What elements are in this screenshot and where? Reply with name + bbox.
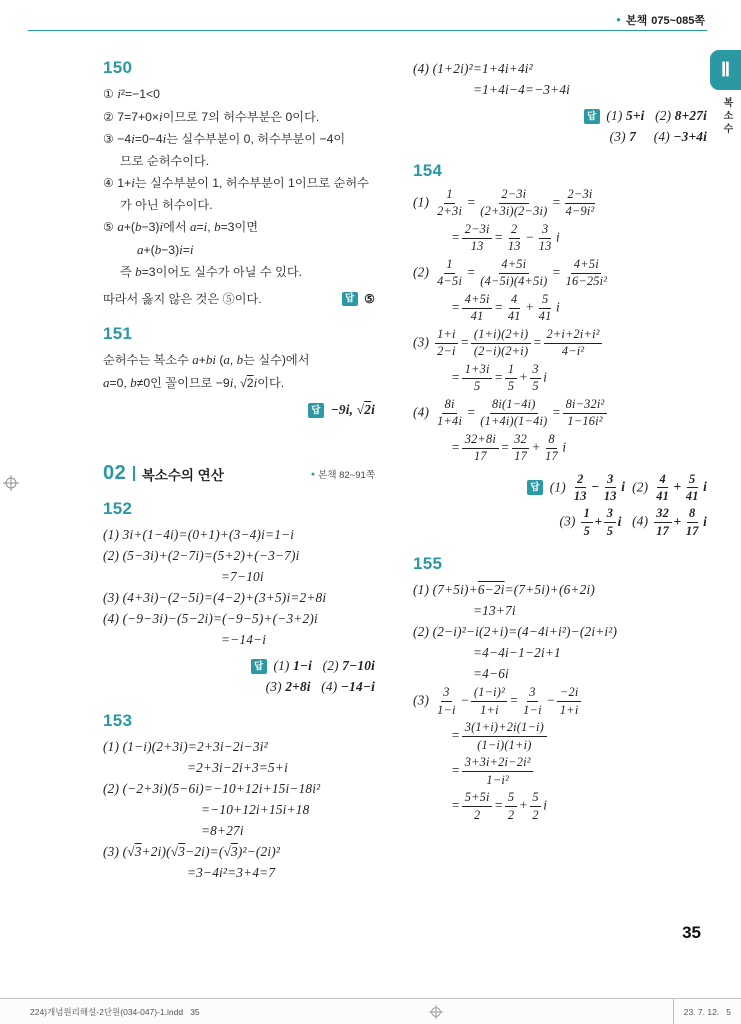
fraction-denominator: 41 bbox=[685, 488, 699, 503]
registration-mark-icon bbox=[429, 1005, 443, 1019]
fraction-denominator: (1−i)(1+i) bbox=[477, 737, 532, 752]
section-ref-label: 본책 82~91쪽 bbox=[318, 469, 375, 481]
bold-answer-text: 1−i bbox=[293, 658, 313, 673]
answer-badge: 답 bbox=[584, 109, 600, 124]
fraction bbox=[530, 362, 541, 395]
radical-sign-icon: √ bbox=[240, 375, 247, 390]
solution-line: = $\frac{1+3i}{5}$ = $\frac{1}{5}$ + $\frac{3}{5}$ i bbox=[451, 361, 548, 394]
problem-155 bbox=[413, 554, 707, 824]
fraction bbox=[604, 506, 615, 539]
bold-answer-text: −3+4i bbox=[673, 129, 707, 144]
radicand: 2 bbox=[364, 402, 372, 417]
fraction-denominator: 1−i bbox=[523, 702, 542, 717]
fraction bbox=[462, 222, 492, 255]
fraction-numerator: 3 bbox=[604, 506, 615, 523]
fraction-denominator: 2−i bbox=[437, 344, 456, 359]
fraction-numerator: 8 bbox=[546, 432, 557, 449]
fraction-numerator: 4+5i bbox=[499, 257, 529, 274]
sqrt-radical bbox=[224, 844, 238, 859]
fraction-numerator: 5 bbox=[505, 790, 516, 807]
solution-line: = $\frac{4+5i}{41}$ = $\frac{4}{41}$ + $\frac{5}{41}$ i bbox=[451, 291, 560, 324]
solution-line: (3) 2+8i (4) −14−i bbox=[265, 679, 375, 694]
problem-number: 153 bbox=[103, 711, 133, 730]
fraction-denominator: 41 bbox=[470, 309, 484, 324]
solution-line: = $\frac{32+8i}{17}$ = $\frac{32}{17}$ + $\frac{8}{17}$ i bbox=[451, 431, 567, 464]
fraction bbox=[505, 790, 516, 823]
solution-line bbox=[103, 289, 375, 311]
math-variable: b bbox=[135, 219, 142, 234]
math-variable: b bbox=[135, 264, 142, 279]
fraction-numerator: 3(1+i)+2i(1−i) bbox=[462, 720, 546, 737]
fraction bbox=[435, 397, 465, 430]
fraction-denominator: 16−25i² bbox=[565, 274, 608, 289]
chapter-tab bbox=[710, 50, 741, 90]
radicand: 2 bbox=[246, 375, 254, 390]
fraction-denominator: 1+4i bbox=[437, 414, 463, 429]
fraction-numerator: 2−3i bbox=[499, 187, 529, 204]
book-reference-header bbox=[616, 12, 705, 28]
fraction bbox=[478, 397, 550, 430]
solution-line: a+(b−3)i=i bbox=[137, 241, 194, 257]
fraction-numerator: 8i bbox=[442, 397, 457, 414]
math-variable: i bbox=[162, 131, 167, 146]
bold-answer-text: 5+i bbox=[626, 108, 645, 123]
fraction bbox=[581, 506, 592, 539]
solution-line: =2+3i−2i+3=5+i bbox=[187, 760, 288, 775]
solution-line: 답 (1) $\frac{2}{13}$ − $\frac{3}{13}$ i (2) $\frac{4}{41}$ + $\frac{5}{41}$ i bbox=[413, 471, 707, 506]
fraction bbox=[478, 257, 550, 290]
fraction-denominator: 41 bbox=[656, 488, 670, 503]
fraction-numerator: 1 bbox=[581, 506, 592, 523]
line-left-text: 따라서 옳지 않은 것은 ⑤이다. bbox=[103, 291, 262, 306]
fraction-denominator: 41 bbox=[538, 309, 552, 324]
fraction bbox=[544, 327, 602, 360]
math-variable: i bbox=[131, 175, 135, 190]
solution-line: (3) (√3+2i)(√3−2i)=(√3)²−(2i)² bbox=[103, 844, 281, 859]
fraction bbox=[505, 362, 516, 395]
fraction bbox=[543, 432, 561, 465]
section-number: 02 bbox=[103, 462, 127, 484]
bold-answer-text: $\frac{1}{5}$ + $\frac{3}{5}$ i bbox=[579, 514, 621, 529]
fraction-denominator: 13 bbox=[507, 239, 521, 254]
problem-150 bbox=[103, 58, 375, 310]
solution-line: = $\frac{5+5i}{2}$ = $\frac{5}{2}$ + $\frac{5}{2}$ i bbox=[451, 790, 548, 822]
solution-line: (1) $\frac{1}{2+3i}$ = $\frac{2-3i}{(2+3i)(2-3i)}$ = $\frac{2-3i}{\text{4−9i²}}$ bbox=[413, 186, 707, 221]
math-variable: i bbox=[189, 241, 194, 257]
bold-answer-text: 8+27i bbox=[674, 108, 707, 123]
page-content bbox=[103, 44, 707, 895]
fraction bbox=[654, 506, 672, 539]
fraction bbox=[563, 257, 610, 290]
registration-mark-icon bbox=[3, 475, 19, 491]
line-answer bbox=[342, 289, 376, 311]
solution-line: ② 7=7+0×i이므로 7의 허수부분은 0이다. bbox=[103, 108, 320, 124]
fraction-numerator: 3+3i+2i−2i² bbox=[462, 755, 533, 772]
fraction-denominator: 13 bbox=[538, 239, 552, 254]
fraction-numerator: 5+5i bbox=[462, 790, 492, 807]
solution-line: (3) $\frac{1}{5}$ + $\frac{3}{5}$ i (4) $\frac{32}{17}$ + $\frac{8}{17}$ i bbox=[559, 506, 707, 538]
solution-line: ⑤ a+(b−3)i에서 a=i, b=3이면 bbox=[103, 219, 259, 234]
fraction-denominator: 2+3i bbox=[437, 204, 463, 219]
section-header bbox=[103, 462, 375, 485]
fraction-numerator: 2+i+2i+i² bbox=[544, 327, 602, 344]
bold-answer-text: $\frac{4}{41}$ + $\frac{5}{41}$ i bbox=[652, 479, 707, 494]
fraction-denominator: 5 bbox=[507, 379, 515, 394]
math-variable: a bbox=[190, 219, 197, 234]
section-divider bbox=[133, 466, 135, 481]
math-variable: i bbox=[203, 219, 208, 234]
solution-line: a=0, b≠0인 꼴이므로 −9i, √2i이다. bbox=[103, 374, 285, 390]
fraction bbox=[462, 790, 492, 823]
fraction-numerator: (1−i)² bbox=[471, 685, 507, 702]
solution-line: 가 아닌 허수이다. bbox=[120, 197, 213, 212]
radicand: 3 bbox=[178, 844, 186, 859]
fraction-numerator: 1+3i bbox=[462, 362, 492, 379]
book-label: 본책 bbox=[625, 15, 648, 27]
fraction bbox=[536, 222, 554, 255]
solution-line: (3) $\frac{3}{1-i}$ − $\frac{\text{(1−i)²}}{1+i}$ = $\frac{3}{1-i}$ − $\frac{-2i}{1+i}$ bbox=[413, 684, 707, 719]
math-variable: a bbox=[103, 374, 110, 390]
fraction-numerator: 3 bbox=[539, 222, 550, 239]
fraction-denominator: 17 bbox=[656, 523, 670, 538]
fraction bbox=[683, 472, 701, 505]
solution-line: (1) (7+5i)+6−2i=(7+5i)+(6+2i) bbox=[413, 582, 595, 598]
math-variable: i bbox=[159, 108, 163, 124]
problem-number: 154 bbox=[413, 161, 443, 180]
fraction bbox=[462, 362, 492, 395]
print-footer bbox=[0, 998, 741, 1024]
fraction-denominator: 13 bbox=[603, 488, 617, 503]
bold-answer-text: −9i, √2i bbox=[330, 402, 375, 417]
fraction-numerator: 4+5i bbox=[571, 257, 601, 274]
sqrt-radical bbox=[357, 402, 371, 417]
problem-152 bbox=[103, 499, 375, 697]
radical-sign-icon: √ bbox=[223, 844, 232, 859]
left-column bbox=[103, 44, 375, 895]
fraction bbox=[435, 187, 465, 220]
solution-line: (1) 3i+(1−4i)=(0+1)+(3−4)i=1−i bbox=[103, 527, 295, 542]
fraction-numerator: 2−3i bbox=[462, 222, 492, 239]
fraction bbox=[654, 472, 672, 505]
fraction bbox=[521, 685, 545, 718]
fraction bbox=[471, 685, 507, 718]
math-variable: i bbox=[229, 374, 234, 390]
fraction bbox=[435, 257, 465, 290]
page-number: 35 bbox=[682, 923, 701, 942]
problem-number: 155 bbox=[413, 554, 443, 574]
math-variable: i bbox=[159, 219, 164, 234]
solution-line: = $\frac{\text{3+3i+2i−2i²}}{\text{1−i²}}$ bbox=[413, 754, 707, 789]
fraction-numerator: (1+i)(2+i) bbox=[471, 327, 530, 344]
fraction bbox=[462, 755, 533, 788]
radicand: 3 bbox=[134, 844, 142, 859]
math-variable: a bbox=[137, 241, 144, 257]
bold-answer-text: 2+8i bbox=[285, 679, 311, 694]
fraction-numerator: 1 bbox=[444, 187, 455, 204]
fraction bbox=[563, 397, 607, 430]
fraction-numerator: 8i(1−4i) bbox=[490, 397, 539, 414]
fraction-denominator: 5 bbox=[532, 379, 539, 394]
fraction bbox=[462, 432, 498, 465]
print-date: 23. 7. 12. 5 bbox=[673, 999, 731, 1024]
solution-line: 즉 b=3이어도 실수가 아닐 수 있다. bbox=[120, 264, 303, 279]
fraction bbox=[462, 720, 546, 753]
solution-line: 답 (1) 1−i (2) 7−10i bbox=[103, 655, 375, 676]
solution-line: ④ 1+i는 실수부분이 1, 허수부분이 1이므로 순허수 bbox=[103, 175, 369, 190]
fraction-denominator: (2+3i)(2−3i) bbox=[480, 204, 548, 219]
radical-sign-icon: √ bbox=[170, 844, 179, 859]
fraction-numerator: −2i bbox=[557, 685, 581, 702]
fraction-numerator: 8i−32i² bbox=[563, 397, 607, 414]
fraction-numerator: 4 bbox=[657, 472, 668, 489]
conjugate-overline: 6−2i bbox=[477, 582, 505, 598]
solution-line: (2) $\frac{1}{4-5i}$ = $\frac{4+5i}{(4-5i)(4+5i)}$ = $\frac{4+5i}{\text{16−25i²}}$ bbox=[413, 256, 707, 291]
fraction-numerator: 32 bbox=[512, 432, 530, 449]
radical-sign-icon: √ bbox=[127, 844, 135, 859]
fraction-numerator: 2 bbox=[575, 472, 586, 489]
fraction-denominator: 1−16i² bbox=[567, 414, 603, 429]
section-title: 복소수의 연산 bbox=[141, 467, 224, 483]
solution-line: =−10+12i+15i+18 bbox=[201, 802, 310, 817]
solution-line: =4−6i bbox=[473, 666, 509, 682]
fraction bbox=[512, 432, 530, 465]
fraction-denominator: 1−i bbox=[437, 702, 456, 717]
fraction bbox=[563, 187, 597, 220]
math-variable: i bbox=[253, 374, 258, 390]
fraction bbox=[435, 327, 459, 360]
sqrt-radical bbox=[127, 844, 141, 859]
sqrt-radical bbox=[171, 844, 185, 859]
chapter-label: 복소수 bbox=[721, 97, 732, 136]
fraction-denominator: 17 bbox=[685, 523, 699, 538]
math-variable: i bbox=[179, 241, 183, 257]
fraction-denominator: 17 bbox=[514, 449, 527, 464]
fraction bbox=[505, 292, 523, 325]
fraction-denominator: 4−9i² bbox=[565, 204, 595, 219]
bold-answer-text: −14−i bbox=[340, 679, 375, 694]
solution-line: =7−10i bbox=[221, 569, 264, 584]
math-variable: a bbox=[117, 219, 124, 234]
solution-line: =−14−i bbox=[221, 632, 267, 647]
fraction-numerator: 1 bbox=[505, 362, 516, 379]
sqrt-radical bbox=[240, 376, 253, 390]
fraction bbox=[536, 292, 554, 325]
fraction-denominator: 13 bbox=[573, 488, 587, 503]
solution-line: (2) (2−i)²−i(2+i)=(4−4i+i²)−(2i+i²) bbox=[413, 624, 618, 640]
fraction-numerator: 5 bbox=[539, 292, 550, 309]
fraction bbox=[471, 327, 530, 360]
math-variable: b bbox=[154, 241, 162, 257]
bold-answer-text: $\frac{32}{17}$ + $\frac{8}{17}$ i bbox=[652, 514, 707, 529]
fraction-numerator: 1+i bbox=[435, 327, 459, 344]
solution-line: =3−4i²=3+4=7 bbox=[187, 865, 276, 880]
fraction-denominator: 17 bbox=[473, 449, 487, 464]
fraction-denominator: 1−i² bbox=[486, 772, 509, 787]
solution-line: (2) (5−3i)+(2−7i)=(5+2)+(−3−7)i bbox=[103, 548, 300, 563]
solution-line: ① i²=−1<0 bbox=[103, 86, 160, 101]
answer-badge: 답 bbox=[342, 292, 358, 307]
problem-153 bbox=[103, 711, 375, 883]
math-variable: a bbox=[223, 352, 230, 367]
fraction bbox=[462, 292, 492, 325]
radical-sign-icon: √ bbox=[356, 402, 365, 417]
math-variable: i bbox=[131, 131, 135, 146]
fraction-denominator: 1+i bbox=[480, 702, 499, 717]
fraction bbox=[683, 506, 701, 539]
section-book-ref bbox=[311, 467, 375, 481]
solution-line: (4) $\frac{8i}{1+4i}$ = $\frac{8i(1-4i)}{(1+4i)(1-4i)}$ = $\frac{\text{8i−32i²}}{\text{1−16i²}}$ bbox=[413, 396, 707, 431]
fraction-numerator: 3 bbox=[441, 685, 452, 702]
bullet-icon: ● bbox=[310, 471, 316, 478]
fraction bbox=[505, 222, 523, 255]
fraction bbox=[571, 472, 589, 505]
fraction-denominator: 4−i² bbox=[561, 344, 585, 359]
print-filename: 224)개념원리해설-2단원(034-047)-1.indd 35 bbox=[30, 1006, 200, 1017]
solution-line: =4−4i−1−2i+1 bbox=[473, 645, 561, 661]
fraction-denominator: (2−i)(2+i) bbox=[473, 344, 529, 359]
chapter-numeral: Ⅱ bbox=[720, 59, 731, 81]
solution-line: (3) 7 (4) −3+4i bbox=[609, 129, 707, 144]
solution-line: 답 (1) 5+i (2) 8+27i bbox=[413, 105, 707, 126]
fraction-denominator: 2 bbox=[507, 807, 515, 822]
radicand: 3 bbox=[231, 844, 238, 859]
fraction-denominator: 5 bbox=[606, 523, 614, 538]
fraction-numerator: 32+8i bbox=[462, 432, 498, 449]
solution-line: 므로 순허수이다. bbox=[120, 153, 210, 168]
problem-number: 152 bbox=[103, 499, 133, 518]
fraction-denominator: 41 bbox=[507, 309, 521, 324]
answer-badge: 답 bbox=[308, 403, 324, 418]
solution-line: (2) (−2+3i)(5−6i)=−10+12i+15i−18i² bbox=[103, 781, 321, 796]
fraction-numerator: 3 bbox=[527, 685, 538, 702]
fraction-numerator: 1 bbox=[444, 257, 455, 274]
fraction-numerator: 2−3i bbox=[565, 187, 595, 204]
fraction bbox=[478, 187, 550, 220]
solution-line: (3) $\frac{1+i}{2-i}$ = $\frac{(1+i)(2+i)}{(2-i)(2+i)}$ = $\frac{\text{2+i+2i+i²}}{\text{4−i²}}$ bbox=[413, 326, 707, 361]
fraction-numerator: 2 bbox=[509, 222, 520, 239]
fraction bbox=[557, 685, 581, 718]
fraction bbox=[601, 472, 619, 505]
fraction bbox=[530, 790, 541, 823]
solution-line: =1+4i−4=−3+4i bbox=[473, 82, 571, 97]
fraction-denominator: 4−5i bbox=[437, 274, 463, 289]
math-variable: b bbox=[236, 352, 244, 367]
fraction-numerator: 3 bbox=[605, 472, 616, 489]
fraction-numerator: 4 bbox=[509, 292, 520, 309]
answer-badge: 답 bbox=[251, 659, 267, 674]
solution-line: =13+7i bbox=[473, 603, 516, 619]
fraction bbox=[435, 685, 459, 718]
answer-badge: 답 bbox=[527, 480, 543, 495]
fraction-numerator: 4+5i bbox=[462, 292, 492, 309]
fraction-denominator: 2 bbox=[532, 807, 539, 822]
fraction-denominator: 5 bbox=[583, 523, 590, 538]
bold-answer-text: 7−10i bbox=[342, 658, 375, 673]
problem-number: 150 bbox=[103, 58, 133, 77]
fraction-denominator: 17 bbox=[545, 449, 558, 464]
solution-line: (1) (1−i)(2+3i)=2+3i−2i−3i² bbox=[103, 739, 268, 754]
solution-line: = $\frac{2-3i}{13}$ = $\frac{2}{13}$ − $\frac{3}{13}$ i bbox=[451, 221, 560, 254]
problem-number: 151 bbox=[103, 324, 133, 343]
fraction-denominator: 13 bbox=[470, 239, 484, 254]
fraction-denominator: 5 bbox=[473, 379, 481, 394]
bold-answer-text: ⑤ bbox=[360, 291, 375, 306]
fraction-denominator: 2 bbox=[473, 807, 481, 822]
fraction-denominator: (4−5i)(4+5i) bbox=[480, 274, 548, 289]
solution-line: =8+27i bbox=[201, 823, 244, 838]
math-variable: bi bbox=[205, 352, 216, 367]
solution-line: (4) (1+2i)²=1+4i+4i² bbox=[413, 61, 533, 76]
right-column bbox=[413, 44, 707, 895]
math-variable: b bbox=[214, 219, 221, 234]
math-variable: b bbox=[130, 374, 137, 390]
problem-continued bbox=[413, 58, 707, 147]
fraction-numerator: 5 bbox=[687, 472, 698, 489]
fraction-denominator: 1+i bbox=[559, 702, 579, 717]
solution-line: (4) (−9−3i)−(5−2i)=(−9−5)+(−3+2)i bbox=[103, 611, 318, 626]
fraction-numerator: 8 bbox=[687, 506, 698, 523]
math-variable: a bbox=[192, 352, 199, 367]
fraction-numerator: 3 bbox=[530, 362, 541, 379]
solution-line bbox=[103, 399, 375, 420]
problem-154 bbox=[413, 161, 707, 540]
solution-line: ③ −4i=0−4i는 실수부분이 0, 허수부분이 −4이 bbox=[103, 131, 346, 146]
bold-answer-text: $\frac{2}{13}$ − $\frac{3}{13}$ i bbox=[569, 479, 625, 494]
solution-line: (3) (4+3i)−(2−5i)=(4−2)+(3+5)i=2+8i bbox=[103, 590, 327, 605]
header-divider bbox=[28, 30, 707, 31]
bullet-icon: ● bbox=[616, 15, 621, 24]
math-variable: i bbox=[117, 86, 121, 101]
solution-line: = $\frac{3(1+i)+2i(1-i)}{(1-i)(1+i)}$ bbox=[413, 719, 707, 754]
problem-151 bbox=[103, 324, 375, 420]
bold-answer-text: 7 bbox=[629, 129, 637, 144]
fraction-numerator: 5 bbox=[530, 790, 541, 807]
fraction-denominator: (1+4i)(1−4i) bbox=[480, 414, 548, 429]
fraction-numerator: 32 bbox=[654, 506, 672, 523]
solution-line: 순허수는 복소수 a+bi (a, b는 실수)에서 bbox=[103, 352, 310, 367]
page-range: 075~085쪽 bbox=[651, 15, 705, 27]
